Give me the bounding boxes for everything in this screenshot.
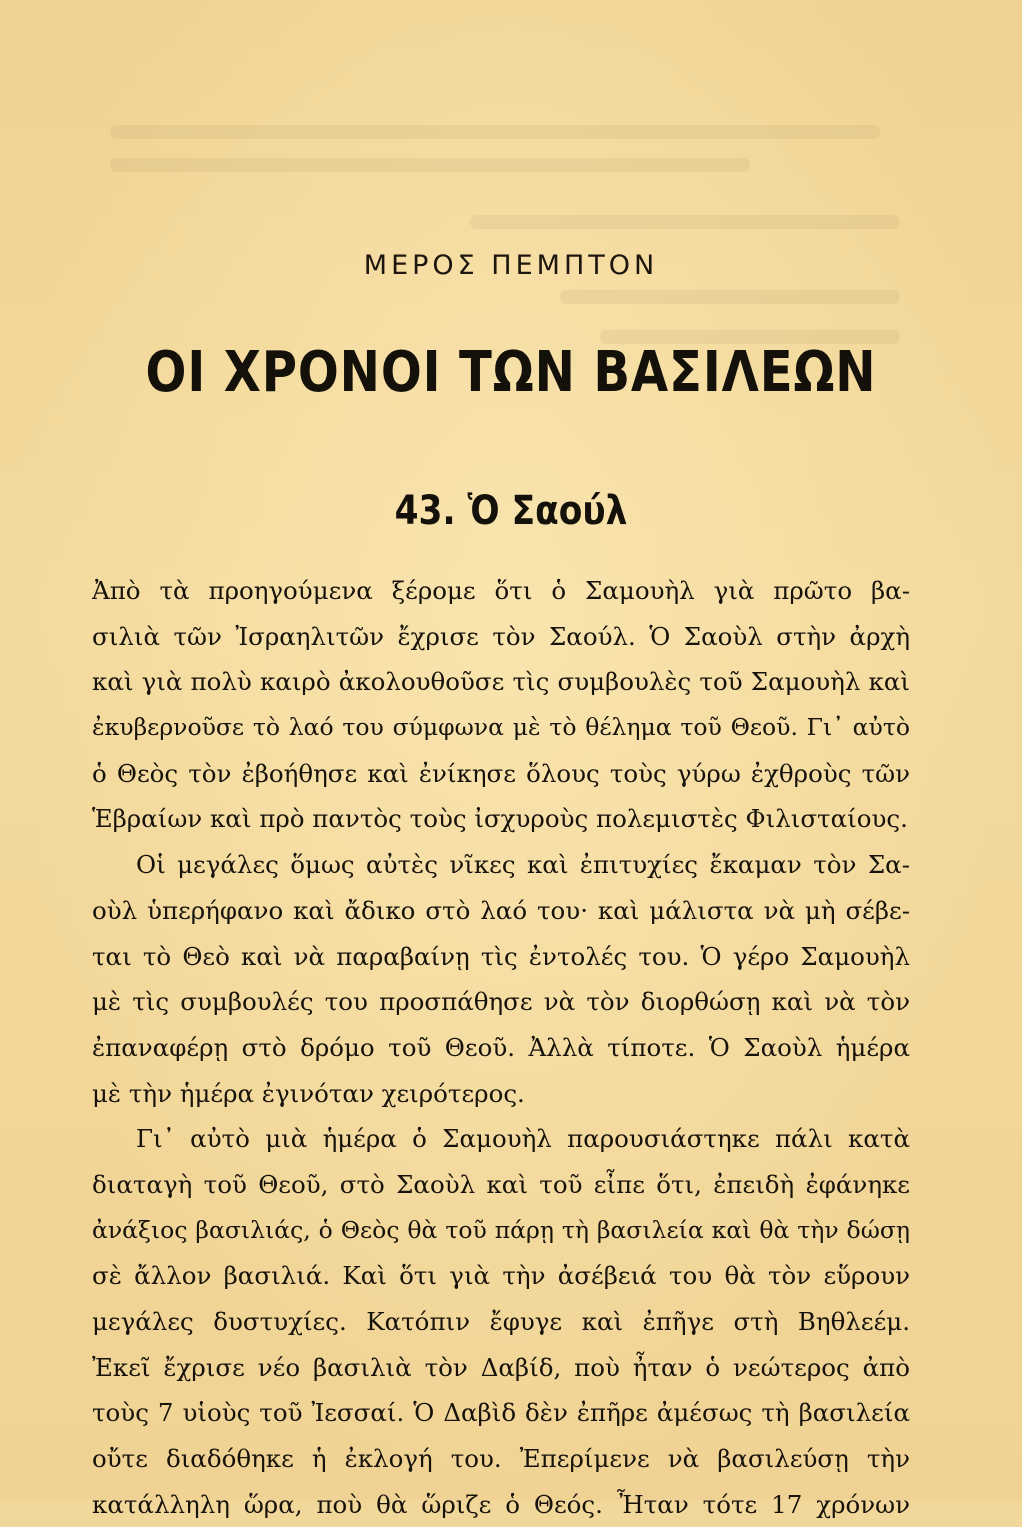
text-line: σιλιὰ τῶν Ἰσραηλιτῶν ἔχρισε τὸν Σαούλ. Ὁ Σαοὺλ στὴν ἀρχὴ — [92, 621, 910, 651]
body-text — [92, 568, 910, 1527]
part-title: ΜΕΡΟΣ ΠΕΜΠΤΟΝ — [363, 250, 659, 281]
show-through-line — [110, 158, 750, 172]
text-line: Ἀπὸ τὰ προηγούμενα ξέρομε ὅτι ὁ Σαμουὴλ γιὰ πρῶτο βα- — [92, 576, 910, 605]
text-line: μὲ τὴν ἡμέρα ἐγινόταν χειρότερος. — [92, 1078, 525, 1108]
text-line: ἐκυβερνοῦσε τὸ λαό του σύμφωνα μὲ τὸ θέλημα τοῦ Θεοῦ. Γι᾽ αὐτὸ — [92, 713, 910, 742]
text-line: Οἱ μεγάλες ὅμως αὐτὲς νῖκες καὶ ἐπιτυχίες ἔκαμαν τὸν Σα- — [136, 850, 910, 880]
text-line: Ἐκεῖ ἔχρισε νέο βασιλιὰ τὸν Δαβίδ, ποὺ ἦταν ὁ νεώτερος ἀπὸ — [92, 1352, 910, 1382]
show-through-line — [470, 215, 900, 229]
text-line: Γι᾽ αὐτὸ μιὰ ἡμέρα ὁ Σαμουὴλ παρουσιάστηκε πάλι κατὰ — [136, 1124, 910, 1154]
chapter-title: 43. Ὁ Σαούλ — [394, 488, 628, 534]
text-line: μὲ τὶς συμβουλές του προσπάθησε νὰ τὸν διορθώσῃ καὶ νὰ τὸν — [92, 987, 910, 1017]
text-line: ὁ Θεὸς τὸν ἐβοήθησε καὶ ἐνίκησε ὅλους τοὺς γύρω ἐχθροὺς τῶν — [92, 758, 910, 788]
text-line: καὶ γιὰ πολὺ καιρὸ ἀκολουθοῦσε τὶς συμβουλὲς τοῦ Σαμουὴλ καὶ — [92, 667, 910, 697]
main-title: ΟΙ ΧΡΟΝΟΙ ΤΩΝ ΒΑΣΙΛΕΩΝ — [145, 340, 877, 405]
text-line: ἐπαναφέρῃ στὸ δρόμο τοῦ Θεοῦ. Ἀλλὰ τίποτε. Ὁ Σαοὺλ ἡμέρα — [92, 1032, 910, 1062]
text-line: οὔτε διαδόθηκε ἡ ἐκλογή του. Ἐπερίμενε νὰ βασιλεύσῃ τὴν — [92, 1444, 910, 1474]
show-through-line — [560, 290, 900, 304]
text-line: διαταγὴ τοῦ Θεοῦ, στὸ Σαοὺλ καὶ τοῦ εἶπε ὅτι, ἐπειδὴ ἐφάνηκε — [92, 1169, 910, 1199]
text-line: σὲ ἄλλον βασιλιά. Καὶ ὅτι γιὰ τὴν ἀσέβειά του θὰ τὸν εὕρουν — [92, 1261, 910, 1291]
text-line: ἀνάξιος βασιλιάς, ὁ Θεὸς θὰ τοῦ πάρῃ τὴ βασιλεία καὶ θὰ τὴν δώσῃ — [92, 1215, 910, 1244]
text-line: οὺλ ὑπερήφανο καὶ ἄδικο στὸ λαό του· καὶ μάλιστα νὰ μὴ σέβε- — [92, 895, 910, 925]
text-line: ται τὸ Θεὸ καὶ νὰ παραβαίνῃ τὶς ἐντολές του. Ὁ γέρο Σαμουὴλ — [92, 941, 910, 971]
show-through-line — [110, 125, 880, 139]
text-line: Ἑβραίων καὶ πρὸ παντὸς τοὺς ἰσχυροὺς πολεμιστὲς Φιλισταίους. — [92, 804, 908, 834]
text-line: κατάλληλη ὥρα, ποὺ θὰ ὥριζε ὁ Θεός. Ἦταν τότε 17 χρόνων — [92, 1489, 910, 1519]
text-line: μεγάλες δυστυχίες. Κατόπιν ἔφυγε καὶ ἐπῆγε στὴ Βηθλεέμ. — [92, 1307, 910, 1336]
text-line: τοὺς 7 υἱοὺς τοῦ Ἰεσσαί. Ὁ Δαβὶδ δὲν ἐπῆρε ἀμέσως τὴ βασιλεία — [92, 1398, 910, 1428]
